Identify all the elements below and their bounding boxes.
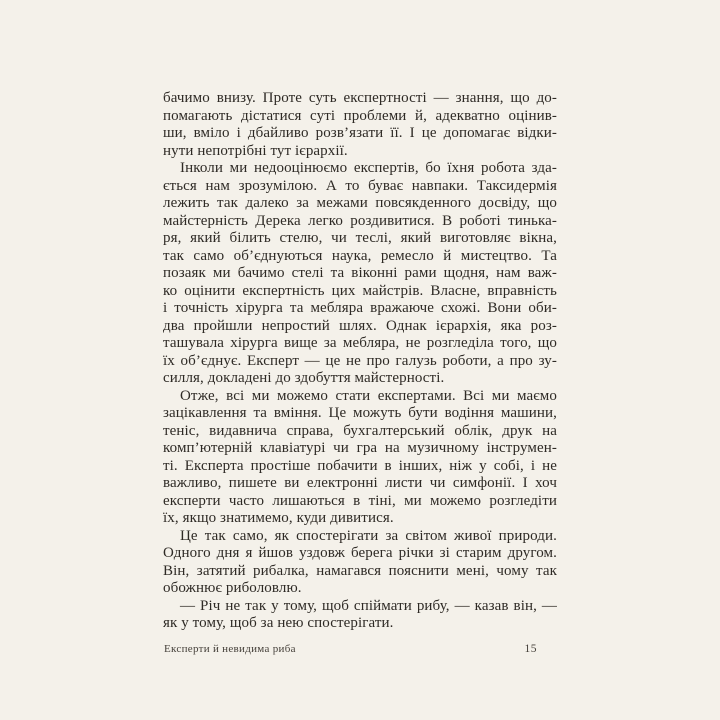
text-line: так само об’єднуються наука, ремесло й мистецтво. Та: [163, 247, 557, 264]
text-line: ши, вміло і дбайливо розв’язати її. І це допомагає відки-: [163, 125, 557, 141]
text-line: силля, докладені до здобуття майстерності.: [163, 370, 445, 386]
text-line: ті. Експерта простіше побачити в інших, ніж у собі, і не: [163, 457, 557, 474]
text-line: ко оцінити експертність цих майстрів. Власне, вправність: [163, 282, 557, 299]
text-line: Він, затятий рибалка, намагався пояснити мені, чому так: [163, 562, 557, 579]
text-line: — Річ не так у тому, щоб спіймати рибу, — казав він, —: [180, 597, 557, 614]
running-title: Експерти й невидима риба: [164, 643, 296, 655]
text-line: і точність хірурга та мебляра вражаюче схожі. Вони оби-: [163, 300, 557, 316]
text-line: важливо, пишете ви електронні листи чи симфонії. І хоч: [163, 475, 557, 491]
text-line: позаяк ми бачимо стелі та віконні рами щодня, нам важ-: [163, 265, 557, 281]
text-line: Інколи ми недооцінюємо експертів, бо їхня робота зда-: [180, 160, 557, 176]
text-line: бачимо внизу. Проте суть експертності — знання, що до-: [163, 90, 557, 106]
text-line: їх об’єднує. Експерт — це не про галузь роботи, а про зу-: [163, 352, 557, 369]
text-line: ря, який білить стелю, чи теслі, який виготовляє вікна,: [163, 230, 557, 246]
page-number: 15: [524, 643, 537, 655]
text-line: ється нам зрозумілою. А то буває навпаки. Таксидермія: [163, 177, 557, 194]
text-line: ташувала хірурга вище за мебляра, не розгледіла того, що: [163, 335, 557, 351]
text-line: Одного дня я йшов уздовж берега річки зі старим другом.: [163, 545, 557, 561]
text-line: Це так само, як спостерігати за світом живої природи.: [180, 527, 557, 544]
text-line: нути непотрібні тут ієрархії.: [163, 142, 348, 159]
text-line: Отже, всі ми можемо стати експертами. Всі ми маємо: [180, 387, 557, 404]
text-line: майстерність Дерека легко роздивитися. В роботі тинька-: [163, 212, 557, 229]
text-line: лежить так далеко за межами повсякденного досвіду, що: [163, 195, 557, 211]
text-line: як у тому, щоб за нею спостерігати.: [163, 615, 394, 631]
text-line: їх, якщо знатимемо, куди дивитися.: [163, 510, 394, 526]
text-line: зацікавлення та вміння. Це можуть бути водіння машини,: [163, 405, 557, 421]
text-line: експерти часто лишаються в тіні, ми можемо розгледіти: [163, 492, 557, 509]
text-line: два пройшли непростий шлях. Однак ієрархія, яка роз-: [163, 317, 557, 334]
body-text: [163, 90, 557, 633]
page-footer: [163, 641, 557, 657]
text-line: помагають дістатися суті проблеми й, адекватно оцінив-: [163, 107, 557, 124]
text-line: теніс, видавнича справа, бухгалтерський облік, друк на: [163, 422, 557, 439]
text-line: комп’ютерній клавіатурі чи гра на музичному інструмен-: [163, 440, 557, 456]
text-line: обожнює риболовлю.: [163, 580, 302, 596]
